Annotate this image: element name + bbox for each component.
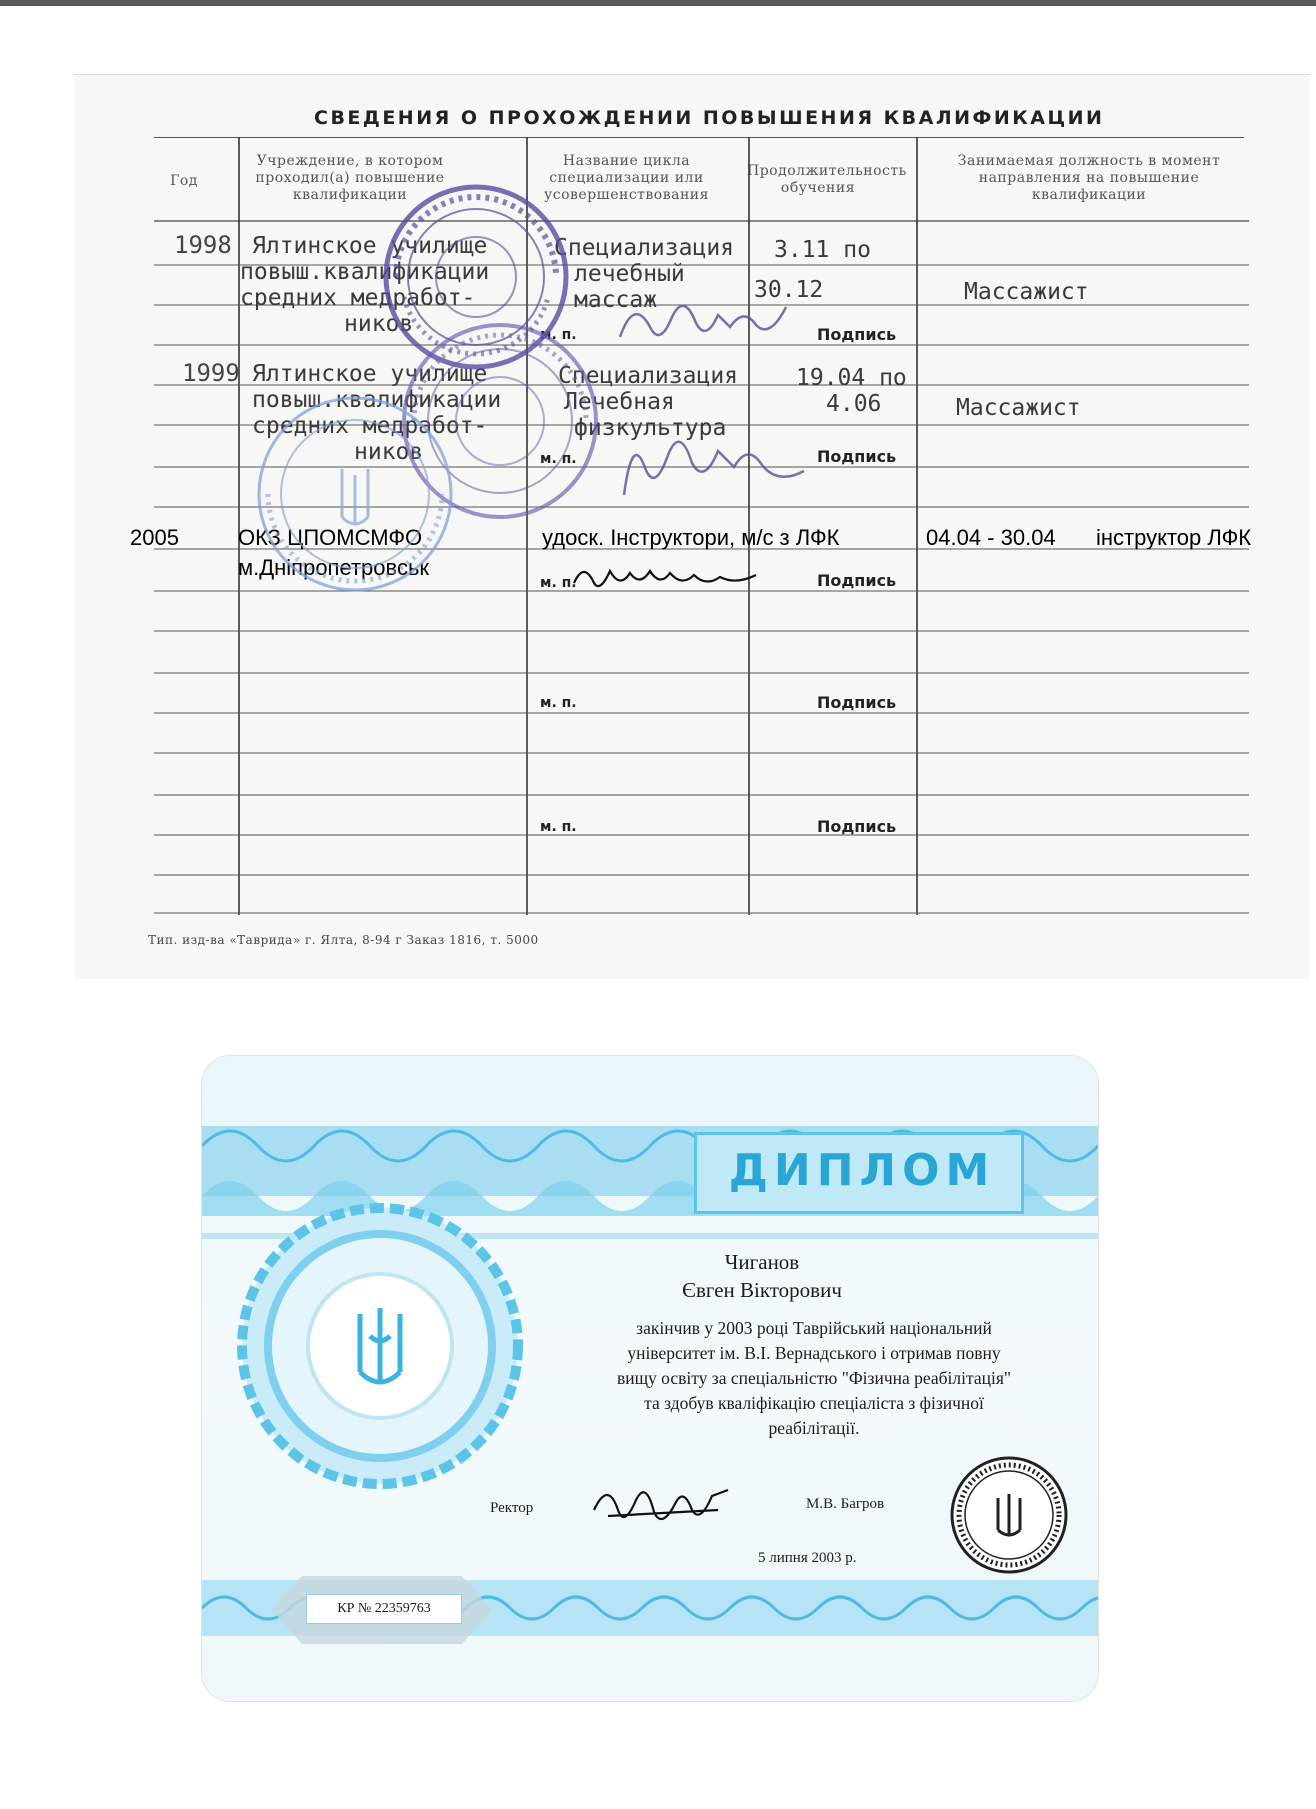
entry-1-duration-line-1: 3.11 по [774,237,871,263]
entry-1-signature-label: Подпись [817,325,897,344]
record-title: СВЕДЕНИЯ О ПРОХОЖДЕНИИ ПОВЫШЕНИЯ КВАЛИФИКАЦИИ [314,107,1105,129]
graduate-given-names: Євген Вікторович [682,1278,842,1302]
entry-3-position: інструктор ЛФК [1096,525,1252,550]
entry-1-year: 1998 [174,231,232,259]
entry-3-year: 2005 [130,525,179,550]
diploma-serial-number: КР № 22359763 [306,1594,462,1624]
entry-2-institution-line-2: повыш.квалификации [252,387,502,413]
entry-1-institution-line-3: средних медработ- [240,285,476,311]
entry-4-signature-label: Подпись [817,693,897,712]
entry-2-signature-label: Подпись [817,447,897,466]
entry-5-signature-label: Подпись [817,817,897,836]
entry-2-year: 1999 [182,359,240,387]
entry-3-signature-label: Подпись [817,571,897,590]
graduate-surname: Чиганов [724,1250,800,1274]
body-line-3: вищу освіту за спеціальністю "Фізична реабілітація" [616,1368,1012,1388]
printer-note: Тип. изд-ва «Таврида» г. Ялта, 8-94 г Заказ 1816, т. 5000 [148,933,539,947]
qualification-record-page [74,74,1310,979]
entry-3-stamp-label: м. п. [540,575,577,591]
entry-2-stamp-label: м. п. [540,451,577,467]
header-cycle: Название цикла специализации или усовершенствования [544,153,709,203]
entry-3-institution-line-2: м.Дніпропетровськ [238,555,430,580]
entry-1-institution-line-2: повыш.квалификации [240,259,490,285]
entry-3-cycle: удоск. Інструктори, м/с з ЛФК [542,525,840,550]
entry-1-cycle-line-3: массаж [574,287,658,313]
entry-5-stamp-label: м. п. [540,819,577,835]
body-line-2: університет ім. В.І. Вернадського і отримав повну [627,1343,1001,1363]
header-institution: Учреждение, в котором проходил(а) повышение квалификации [255,153,445,203]
entry-2-institution-line-3: средних медработ- [252,413,488,439]
entry-3-institution-line-1: ОКЗ ЦПОМСМФО [238,525,423,550]
header-position: Занимаемая должность в момент направления на повышение квалификации [957,153,1221,203]
body-line-5: реабілітації. [768,1418,860,1438]
entry-1-cycle-line-1: Специализация [554,235,735,261]
rector-label: Ректор [490,1500,534,1516]
entry-2-position: Массажист [956,395,1081,421]
entry-1-duration-line-2: 30.12 [754,277,824,303]
diploma-body-text [554,1316,1074,1441]
header-duration: Продолжительность обучения [747,163,907,196]
entry-4-stamp-label: м. п. [540,695,577,711]
entry-2-duration-line-1: 19.04 по [796,365,907,391]
entry-1-stamp-label: м. п. [540,327,577,343]
entry-1-institution-line-1: Ялтинское училище [252,233,488,259]
diploma-card [202,1056,1098,1701]
diploma-title: ДИПЛОМ [728,1145,996,1196]
entry-2-cycle-line-3: физкультура [574,415,727,441]
entry-3-duration: 04.04 - 30.04 [926,525,1056,550]
header-year: Год [170,173,198,189]
entry-2-institution-line-4: ников [354,439,424,465]
scanner-edge [0,0,1316,6]
body-line-1: закінчив у 2003 році Таврійський національний [636,1318,992,1338]
entry-2-institution-line-1: Ялтинское училище [252,361,488,387]
rector-signature [588,1470,738,1540]
entry-1-position: Массажист [964,279,1089,305]
ministry-seal [948,1454,1070,1576]
entry-2-cycle-line-2: Лечебная [564,389,675,415]
entry-2-cycle-line-1: Специализация [558,363,739,389]
diploma-title-box [694,1132,1024,1214]
diploma-date: 5 липня 2003 р. [758,1550,857,1566]
rector-name: М.В. Багров [806,1496,885,1512]
entry-1-cycle-line-2: лечебный [574,261,685,287]
entry-1-institution-line-4: ников [344,311,414,337]
entry-2-duration-line-2: 4.06 [826,391,882,417]
body-line-4: та здобув кваліфікацію спеціаліста з фізичної [644,1393,984,1413]
